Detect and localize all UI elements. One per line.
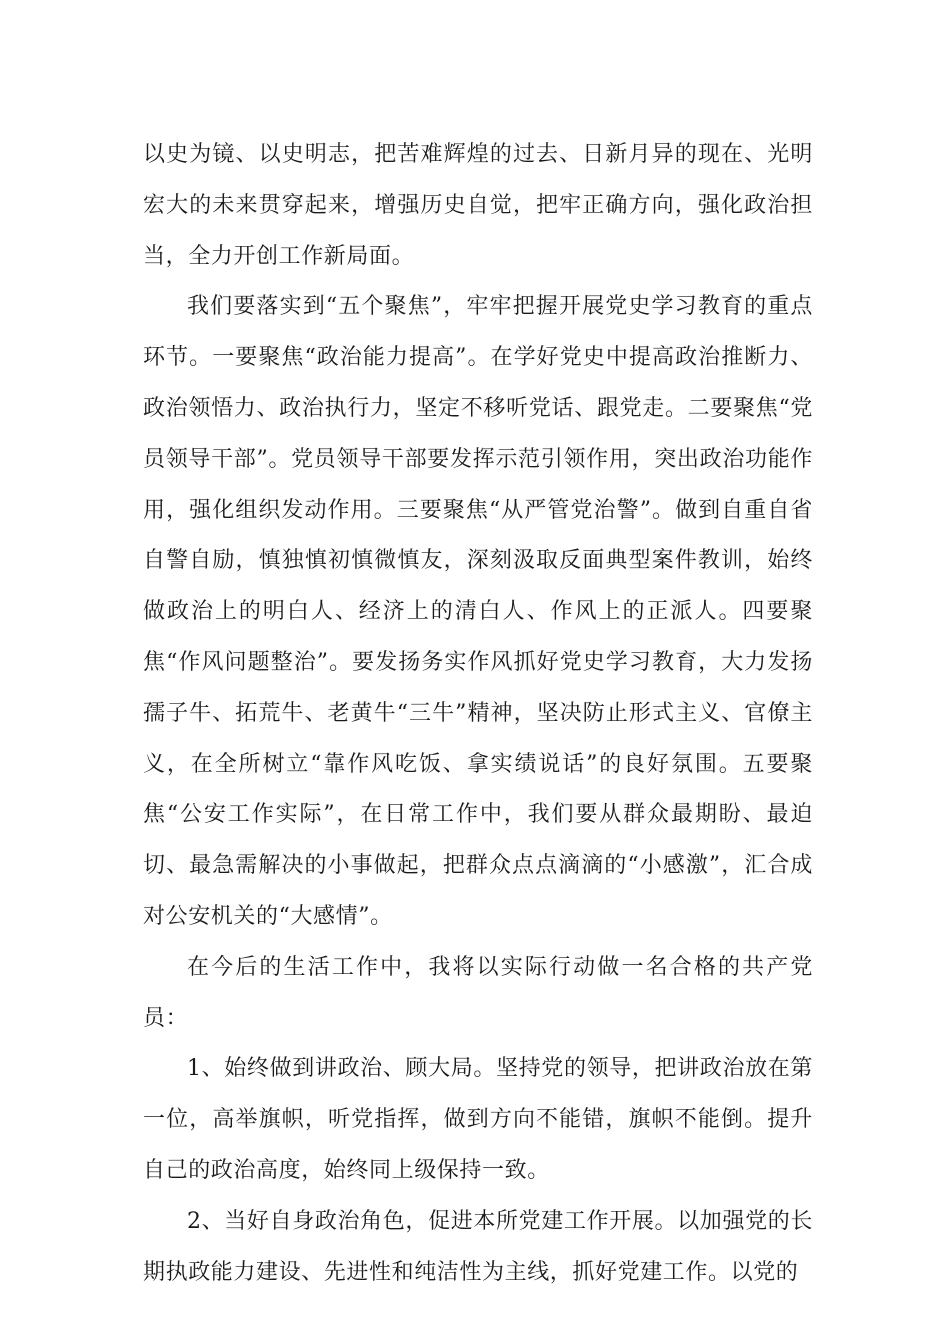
paragraph-3: 在今后的生活工作中，我将以实际行动做一名合格的共产党员： <box>143 954 813 1031</box>
paragraph-4: 1、始终做到讲政治、顾大局。坚持党的领导，把讲政治放在第一位，高举旗帜，听党指挥，做到方向不能错，旗帜不能倒。提升自己的政治高度，始终同上级保持一致。 <box>143 1056 813 1183</box>
document-body <box>143 130 813 1298</box>
paragraph-2: 我们要落实到“五个聚焦”，牢牢把握开展党史学习教育的重点环节。一要聚焦“政治能力提高”。在学好党史中提高政治推断力、政治领悟力、政治执行力，坚定不移听党话、跟党走。二要聚焦“党员领导干部”。党员领导干部要发挥示范引领作用，突出政治功能作用，强化组织发动作用。三要聚焦“从严管党治警”。做到自重自省自警自励，慎独慎初慎微慎友，深刻汲取反面典型案件教训，始终做政治上的明白人、经济上的清白人、作风上的正派人。四要聚焦“作风问题整治”。要发扬务实作风抓好党史学习教育，大力发扬孺子牛、拓荒牛、老黄牛“三牛”精神，坚决防止形式主义、官僚主义，在全所树立“靠作风吃饭、拿实绩说话”的良好氛围。五要聚焦“公安工作实际”，在日常工作中，我们要从群众最期盼、最迫切、最急需解决的小事做起，把群众点点滴滴的“小感激”，汇合成对公安机关的“大感情”。 <box>143 294 813 929</box>
paragraph-5: 2、当好自身政治角色，促进本所党建工作开展。以加强党的长期执政能力建设、先进性和纯洁性为主线，抓好党建工作。以党的 <box>143 1208 813 1285</box>
paragraph-1: 以史为镜、以史明志，把苦难辉煌的过去、日新月异的现在、光明宏大的未来贯穿起来，增强历史自觉，把牢正确方向，强化政治担当，全力开创工作新局面。 <box>143 142 813 269</box>
